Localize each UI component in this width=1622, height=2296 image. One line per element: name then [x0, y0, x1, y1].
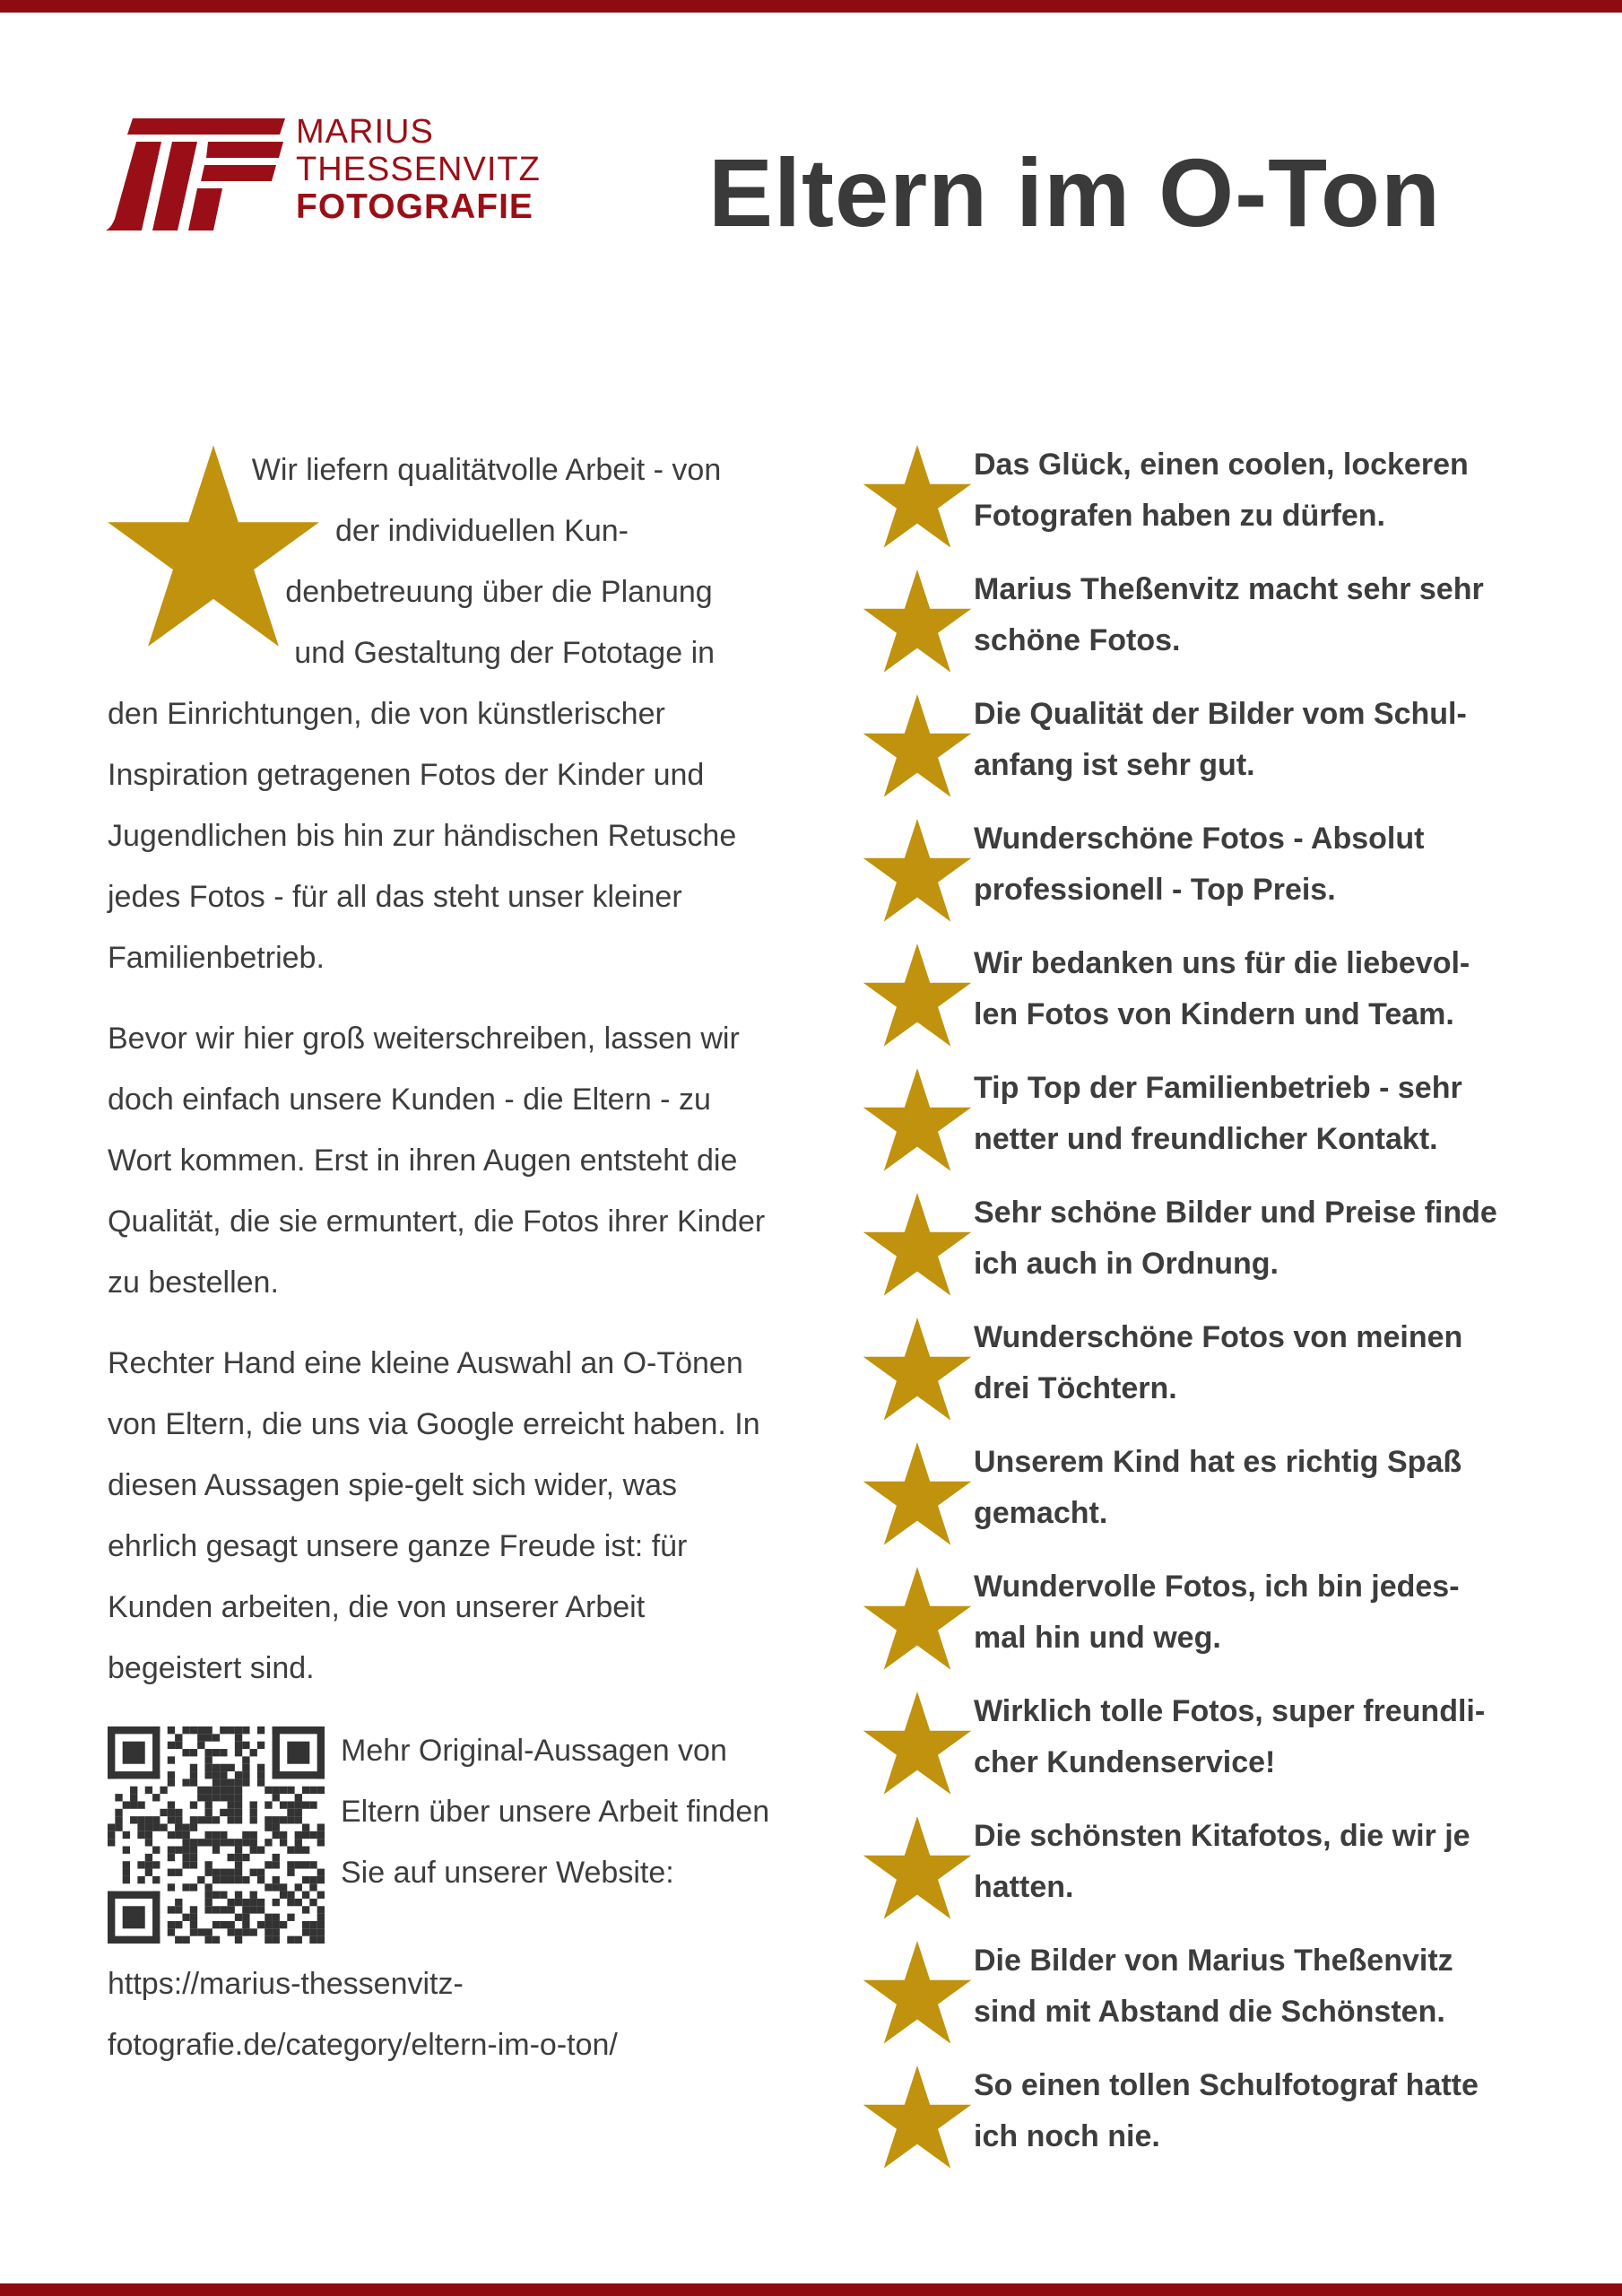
testimonial-text: Wunderschöne Fotos - Absolut professionell - Top Preis.: [974, 822, 1425, 907]
star-icon: [863, 944, 972, 1048]
intro-column: [108, 439, 771, 2075]
brand-wordmark: [296, 113, 541, 226]
testimonial-text: So einen tollen Schulfotograf hatte ich noch nie.: [974, 2068, 1479, 2153]
testimonial-text: Marius Theßenvitz macht sehr sehr schöne Fotos.: [974, 572, 1484, 657]
website-link[interactable]: https://marius-thessenvitz-fotografie.de/category/eltern-im-o-ton/: [108, 1967, 618, 2062]
testimonial-item: [863, 1811, 1526, 1935]
star-icon: [863, 1692, 972, 1796]
testimonial-item: [863, 1561, 1526, 1686]
star-icon: [863, 1442, 972, 1547]
star-icon: [863, 570, 972, 674]
testimonial-list: [863, 439, 1526, 2185]
star-icon: [863, 1068, 972, 1173]
star-icon: [863, 1816, 972, 1921]
testimonial-item: [863, 564, 1526, 689]
testimonial-item: [863, 439, 1526, 564]
testimonial-text: Die schönsten Kitafotos, die wir je hatten.: [974, 1819, 1470, 1904]
testimonial-text: Wirklich tolle Fotos, super freundli-cher Kundenservice!: [974, 1694, 1486, 1779]
testimonial-item: [863, 1437, 1526, 1561]
top-border: [0, 0, 1622, 13]
testimonial-item: [863, 1187, 1526, 1312]
star-icon: [863, 1193, 972, 1298]
star-icon: [863, 819, 972, 924]
testimonial-item: [863, 2060, 1526, 2185]
star-icon: [863, 2066, 972, 2170]
testimonial-item: [863, 689, 1526, 813]
page-title: Eltern im O-Ton: [708, 138, 1441, 247]
testimonial-text: Die Bilder von Marius Theßenvitz sind mit Abstand die Schönsten.: [974, 1944, 1453, 2029]
intro-paragraph-3: Rechter Hand eine kleine Auswahl an O-Tönen von Eltern, die uns via Google erreicht haben. In diesen Aussagen spie-gelt sich wider, was ehrlich gesagt unsere ganze Freude ist: für Kunden arbeiten, die von unserer Arbeit begeistert sind.: [108, 1346, 760, 1685]
qr-code-icon[interactable]: [108, 1726, 325, 1944]
testimonial-item: [863, 1312, 1526, 1437]
qr-section: [108, 1720, 771, 1953]
star-icon: [863, 1567, 972, 1672]
star-icon: [863, 1941, 972, 2046]
intro-paragraph-1: Wir liefern qualitätvolle Arbeit - von der individuellen Kun-denbetreuung über die Planung und Gestaltung der Fototage in den Einrichtungen, die von künstlerischer Inspiration getragenen Fotos der Kinder und Jugendlichen bis hin zur händischen Retusche jedes Fotos - für all das steht unser kleiner Familienbetrieb.: [108, 453, 737, 975]
testimonial-item: [863, 1935, 1526, 2060]
testimonial-text: Sehr schöne Bilder und Preise finde ich auch in Ordnung.: [974, 1196, 1497, 1281]
mt-monogram-icon: [106, 118, 285, 230]
testimonial-item: [863, 1686, 1526, 1811]
star-icon: [863, 1318, 972, 1422]
testimonial-item: [863, 1063, 1526, 1187]
testimonial-text: Wundervolle Fotos, ich bin jedes-mal hin und weg.: [974, 1570, 1460, 1655]
testimonial-item: [863, 938, 1526, 1063]
bottom-border: [0, 2283, 1622, 2296]
testimonial-text: Wunderschöne Fotos von meinen drei Töchtern.: [974, 1320, 1463, 1405]
testimonial-text: Unserem Kind hat es richtig Spaß gemacht.: [974, 1445, 1462, 1530]
testimonial-text: Wir bedanken uns für die liebevol-len Fotos von Kindern und Team.: [974, 946, 1470, 1031]
intro-paragraph-2: Bevor wir hier groß weiterschreiben, lassen wir doch einfach unsere Kunden - die Eltern - zu Wort kommen. Erst in ihren Augen entsteht die Qualität, die sie ermuntert, die Fotos ihrer Kinder zu bestellen.: [108, 1022, 766, 1300]
star-icon: [863, 445, 972, 550]
brand-line-1: MARIUS: [296, 113, 434, 151]
qr-caption: Mehr Original-Aussagen von Eltern über unsere Arbeit finden Sie auf unserer Website:: [341, 1734, 770, 1890]
brand-line-2: THESSENVITZ: [296, 151, 541, 188]
testimonial-text: Die Qualität der Bilder vom Schul-anfang ist sehr gut.: [974, 697, 1467, 782]
star-icon: [863, 694, 972, 799]
testimonial-text: Das Glück, einen coolen, lockeren Fotografen haben zu dürfen.: [974, 448, 1469, 533]
testimonial-text: Tip Top der Familienbetrieb - sehr netter und freundlicher Kontakt.: [974, 1071, 1462, 1156]
brand-line-3: FOTOGRAFIE: [296, 187, 533, 226]
testimonial-item: [863, 813, 1526, 938]
